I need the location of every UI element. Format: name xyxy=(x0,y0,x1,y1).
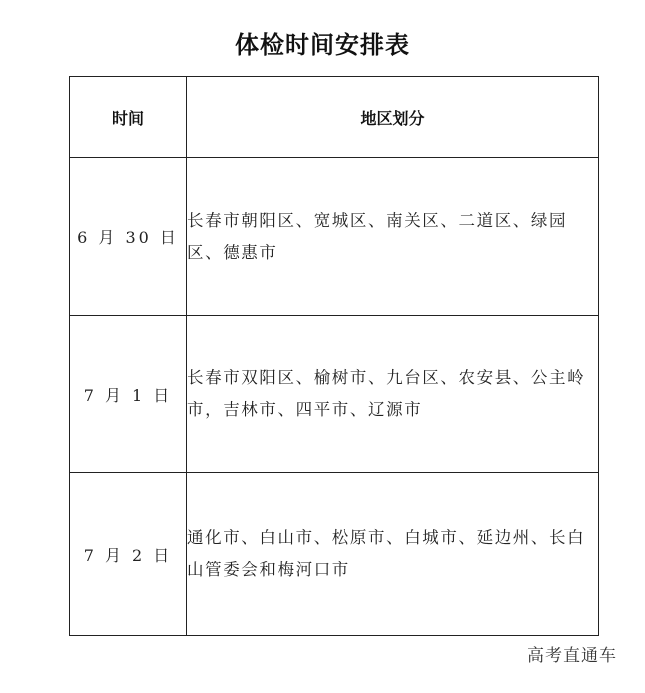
header-time: 时间 xyxy=(70,77,187,158)
table-row xyxy=(70,158,599,316)
table-header-row xyxy=(70,77,599,158)
row-regions: 长春市双阳区、榆树市、九台区、农安县、公主岭市，吉林市、四平市、辽源市 xyxy=(187,316,599,473)
row-date: 7 月 1 日 xyxy=(70,316,187,473)
row-date: 6 月 30 日 xyxy=(70,158,187,316)
table-row xyxy=(70,473,599,636)
row-date: 7 月 2 日 xyxy=(70,473,187,636)
row-regions: 通化市、白山市、松原市、白城市、延边州、长白山管委会和梅河口市 xyxy=(187,473,599,636)
page-title: 体检时间安排表 xyxy=(235,31,410,59)
table-row xyxy=(70,316,599,473)
watermark-text: 高考直通车 xyxy=(527,646,617,666)
header-region: 地区划分 xyxy=(187,77,599,158)
row-regions: 长春市朝阳区、宽城区、南关区、二道区、绿园区、德惠市 xyxy=(187,158,599,316)
schedule-table xyxy=(69,76,599,636)
